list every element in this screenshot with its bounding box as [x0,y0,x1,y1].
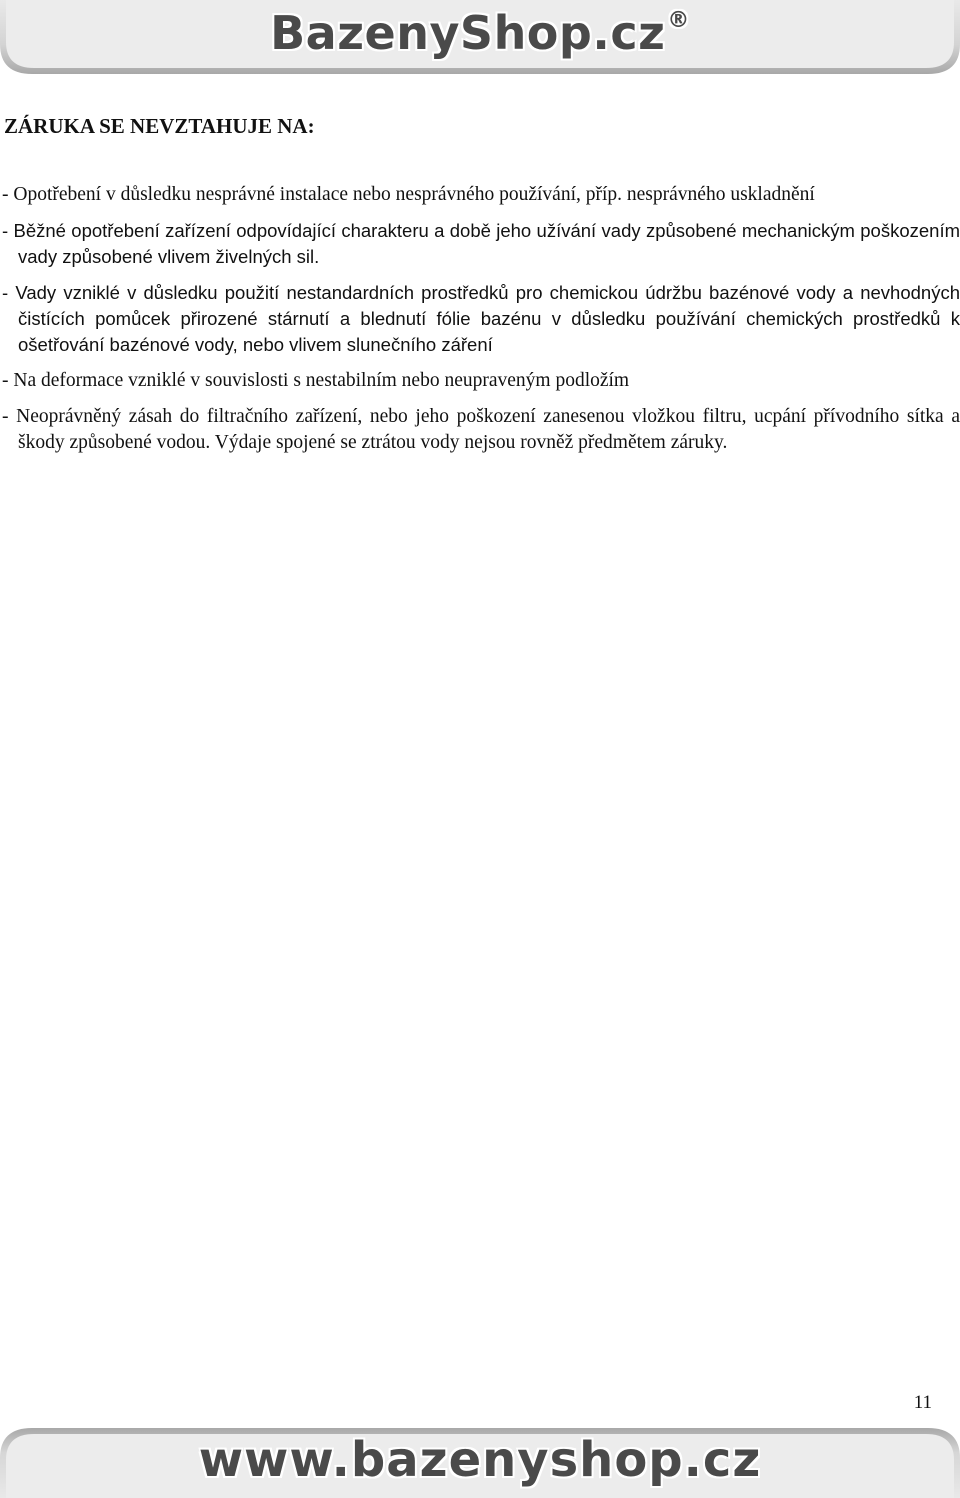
exclusion-item-4: - Na deformace vzniklé v souvislosti s nestabilním nebo neupraveným podložím [2,370,630,391]
exclusion-item-5: - Neoprávněný zásah do filtračního zařízení, nebo jeho poškození zanesenou vložkou filtru, ucpání přívodního sítka a škody způsobené vodou. Výdaje spojené se ztrátou vody nejsou rovněž předmětem záruky. [2,406,960,453]
footer-banner [0,1420,960,1498]
registered-mark: ® [667,8,690,33]
exclusion-item-2: - Běžné opotřebení zařízení odpovídající charakteru a době jeho užívání vady způsobené mechanickým poškozením vady způsobené vlivem živelných sil. [2,220,960,267]
brand-logo [0,6,960,60]
page-number: 11 [913,1392,932,1413]
footer-url: www.bazenyshop.cz [198,1432,762,1488]
section-heading: ZÁRUKA SE NEVZTAHUJE NA: [4,114,315,138]
exclusion-list [0,182,960,466]
header-banner [0,0,960,80]
brand-logo-text: BazenyShop.cz [270,6,666,60]
exclusion-item-3: - Vady vzniklé v důsledku použití nestandardních prostředků pro chemickou údržbu bazénové vody a nevhodných čistících pomůcek přirozené stárnutí a blednutí fólie bazénu v důsledku používání chemických prostředků k ošetřování bazénové vody, nebo vlivem slunečního záření [2,282,960,355]
exclusion-item-1: - Opotřebení v důsledku nesprávné instalace nebo nesprávného používání, příp. nesprávného uskladnění [2,184,815,205]
